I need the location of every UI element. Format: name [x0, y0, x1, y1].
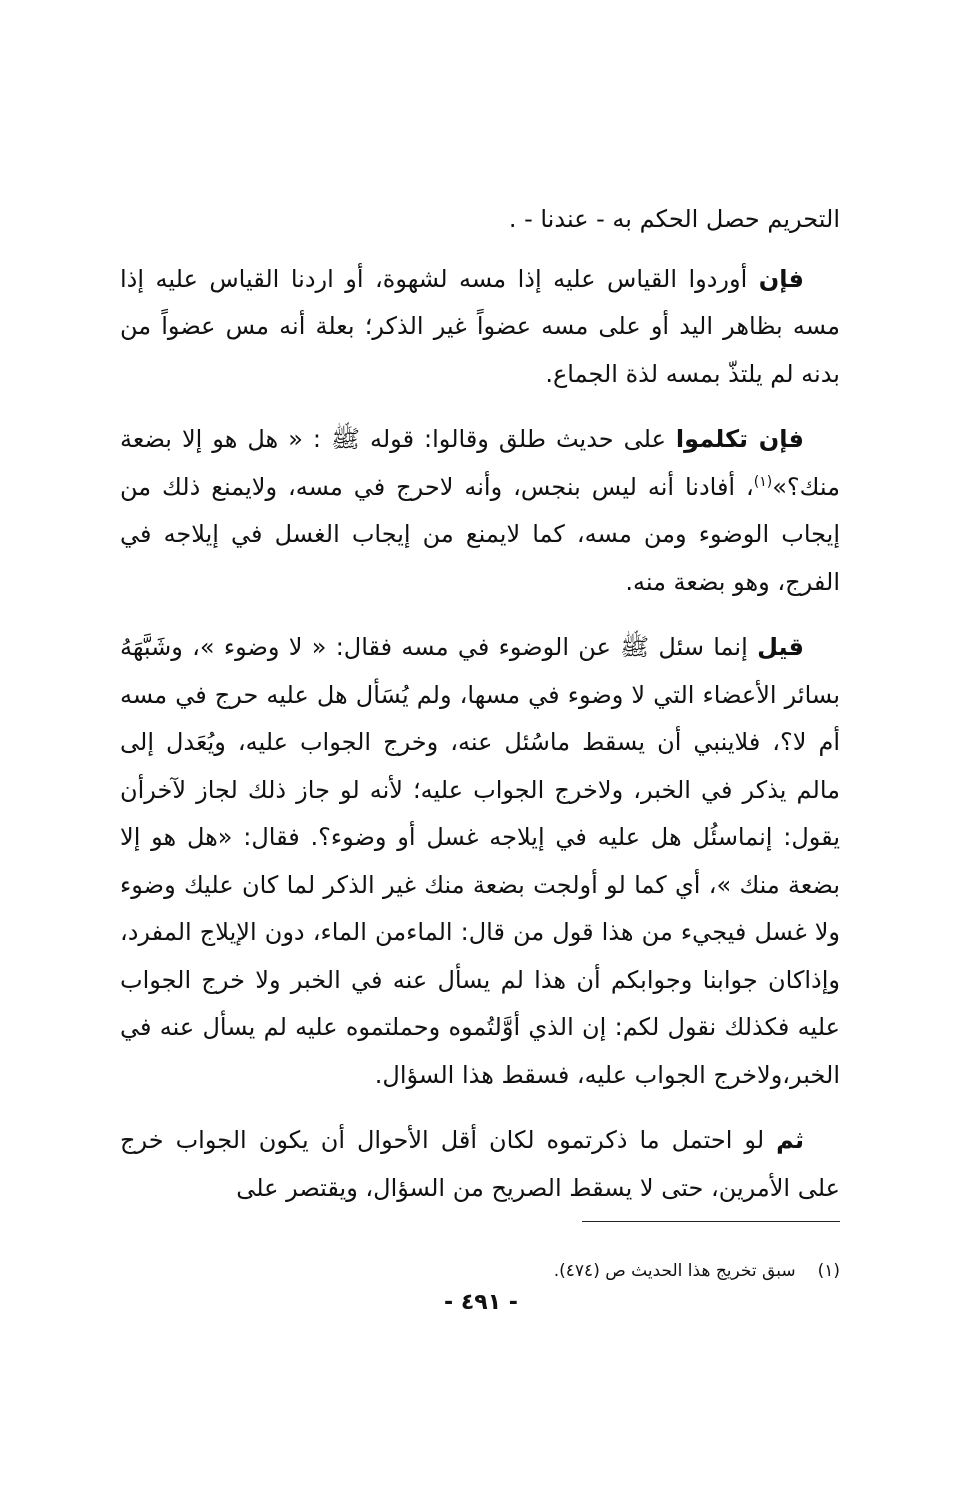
footnote-divider — [582, 1221, 840, 1222]
paragraph-1 — [120, 196, 840, 244]
footnote — [280, 1258, 840, 1284]
paragraph-5 — [120, 1117, 840, 1212]
paragraph-2 — [120, 256, 840, 399]
footnote-number: (١) — [817, 1261, 840, 1281]
paragraph-2-text: أوردوا القياس عليه إذا مسه لشهوة، أو اردنا القياس عليه إذا مسه بظاهر اليد أو على مسه عضواً غير الذكر؛ بعلة أنه مس عضواً من بدنه لم يلتذّ بمسه لذة الجماع. — [120, 264, 840, 388]
footnote-text: سبق تخريج هذا الحديث ص (٤٧٤). — [553, 1261, 796, 1281]
paragraph-1-text: التحريم حصل الحكم به - عندنا - . — [508, 205, 840, 233]
paragraph-4-lead: قيل — [757, 633, 804, 661]
paragraph-5-lead: ثم — [776, 1126, 804, 1154]
page-number: - ٤٩١ - — [444, 1290, 518, 1315]
paragraph-3 — [120, 416, 840, 606]
paragraph-3-text-before-note: على حديث طلق وقالوا: قوله ﷺ : « هل هو إلا بضعة منك؟» — [120, 425, 840, 501]
paragraph-3-lead: فإن تكلموا — [675, 425, 804, 453]
paragraph-5-text: لو احتمل ما ذكرتموه لكان أقل الأحوال أن يكون الجواب خرج على الأمرين، حتى لا يسقط الصريح من السؤال، ويقتصر على — [120, 1126, 840, 1202]
page-body — [120, 196, 840, 1230]
paragraph-4-text: إنما سئل ﷺ عن الوضوء في مسه فقال: « لا وضوء »، وشَبَّهَهُ بسائر الأعضاء التي لا وضوء في مسها، ولم يُسَأل هل عليه حرج في مسه أم لا؟، فلاينبي أن يسقط ماسُئل عنه، وخرج الجواب عليه، ويُعَدل إلى مالم يذكر في الخبر، ولاخرج الجواب عليه؛ لأنه لو جاز ذلك لجاز لآخرأن يقول: إنماسئُل هل عليه في إيلاجه غسل أو وضوء؟. فقال: «هل هو إلا بضعة منك »، أي كما لو أولجت بضعة منك غير الذكر لما كان عليك وضوء ولا غسل فيجيء من هذا قول من قال: الماءمن الماء، دون الإيلاج المفرد، وإذاكان جوابنا وجوابكم أن هذا لم يسأل عنه في الخبر ولا خرج الجواب عليه فكذلك نقول لكم: إن الذي أوَّلتُموه وحملتموه عليه لم يسأل عنه في الخبر،ولاخرج الجواب عليه، فسقط هذا السؤال. — [120, 633, 840, 1089]
footnote-reference: (١) — [753, 473, 773, 490]
paragraph-4 — [120, 624, 840, 1099]
paragraph-2-lead: فإن — [758, 264, 804, 293]
paragraph-3-text-after-note: ، أفادنا أنه ليس بنجس، وأنه لاحرج في مسه، ولايمنع ذلك من إيجاب الوضوء ومن مسه، كما لايمنع من إيجاب الغسل في إيلاجه في الفرج، وهو بضعة منه. — [120, 472, 840, 596]
